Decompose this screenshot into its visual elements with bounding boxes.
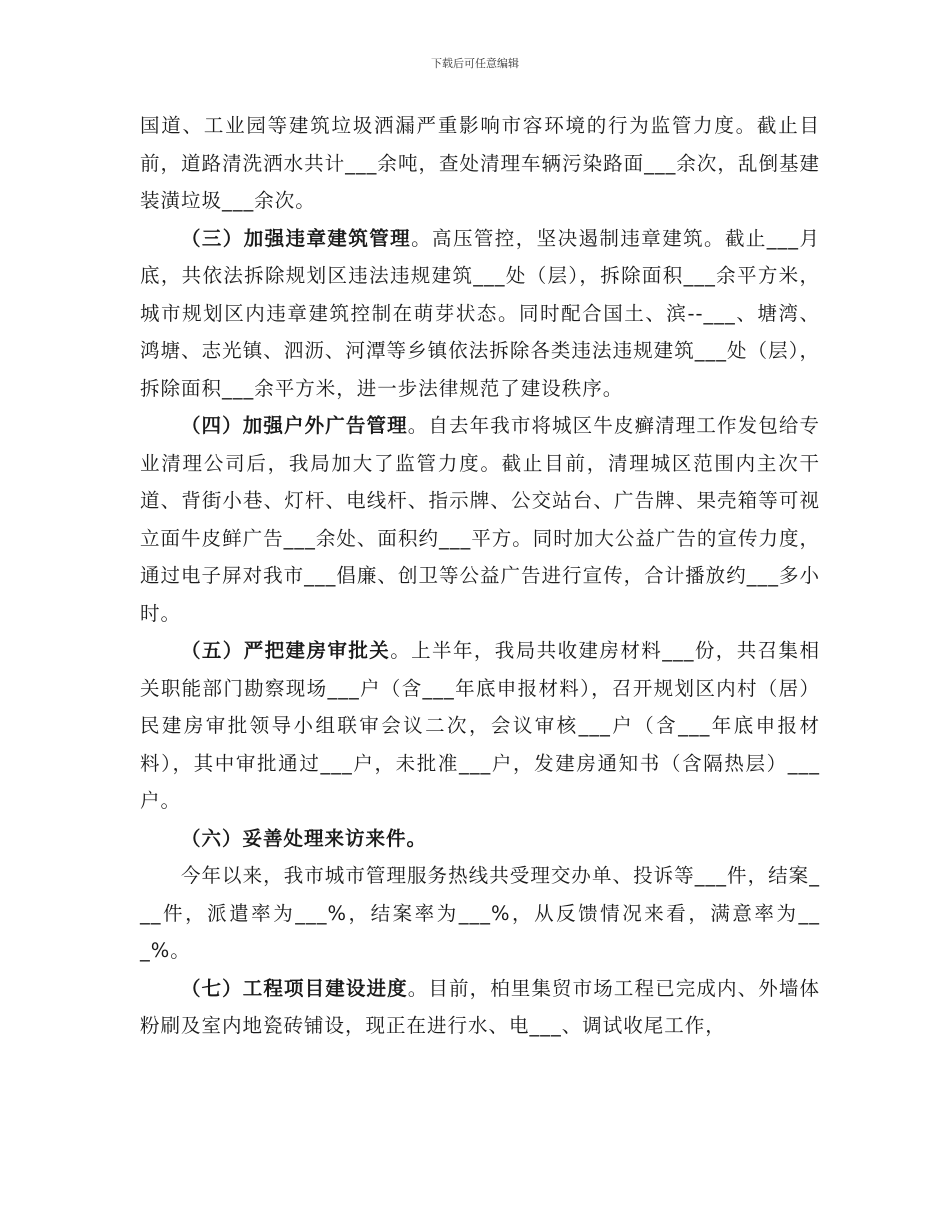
paragraph-text: 国道、工业园等建筑垃圾洒漏严重影响市容环境的行为监管力度。截止目前，道路清洗洒水共计___余吨，查处清理车辆污染路面___余次，乱倒基建装潢垃圾___余次。 xyxy=(140,114,820,212)
paragraph-text: 。自去年我市将城区牛皮癣清理工作发包给专业清理公司后，我局加大了监管力度。截止目前，清理城区范围内主次干道、背街小巷、灯杆、电线杆、指示牌、公交站台、广告牌、果壳箱等可视立面牛皮鲜广告___余处、面积约___平方。同时加大公益广告的宣传力度，通过电子屏对我市___倡廉、创卫等公益广告进行宣传，合计播放约___多小时。 xyxy=(140,414,820,625)
section-heading-6: （六）妥善处理来访来件。 xyxy=(180,826,427,850)
paragraph-text: 今年以来，我市城市管理服务热线共受理交办单、投诉等___件，结案___件，派遣率为___%，结案率为___%，从反馈情况来看，满意率为___%。 xyxy=(140,864,820,962)
document-body xyxy=(140,107,820,1045)
page-header: 下载后可任意编辑 xyxy=(431,57,519,70)
section-heading-7: （七）工程项目建设进度 xyxy=(180,976,408,1000)
paragraph-section-7 xyxy=(140,970,820,1045)
section-heading-4: （四）加强户外广告管理 xyxy=(180,414,408,437)
section-heading-5: （五）严把建房审批关 xyxy=(180,639,391,662)
paragraph-section-5 xyxy=(140,632,820,820)
paragraph-section-4 xyxy=(140,407,820,632)
paragraph-section-3 xyxy=(140,220,820,408)
paragraph-continuation xyxy=(140,107,820,220)
paragraph-section-6-heading xyxy=(140,820,820,858)
paragraph-text: 。上半年，我局共收建房材料___份，共召集相关职能部门勘察现场___户（含___年底申报材料），召开规划区内村（居）民建房审批领导小组联审会议二次，会议审核___户（含___年底申报材料），其中审批通过___户，未批准___户，发建房通知书（含隔热层）___户。 xyxy=(140,639,820,812)
paragraph-text: 。高压管控，坚决遏制违章建筑。截止___月底，共依法拆除规划区违法违规建筑___处（层），拆除面积___余平方米，城市规划区内违章建筑控制在萌芽状态。同时配合国土、滨--___、塘湾、鸿塘、志光镇、泗沥、河潭等乡镇依法拆除各类违法违规建筑___处（层），拆除面积___余平方米，进一步法律规范了建设秩序。 xyxy=(140,226,820,400)
section-heading-3: （三）加强违章建筑管理 xyxy=(180,226,412,250)
paragraph-text: 。目前，柏里集贸市场工程已完成内、外墙体粉刷及室内地瓷砖铺设，现正在进行水、电___、调试收尾工作， xyxy=(140,976,820,1037)
paragraph-section-6-body xyxy=(140,857,820,970)
